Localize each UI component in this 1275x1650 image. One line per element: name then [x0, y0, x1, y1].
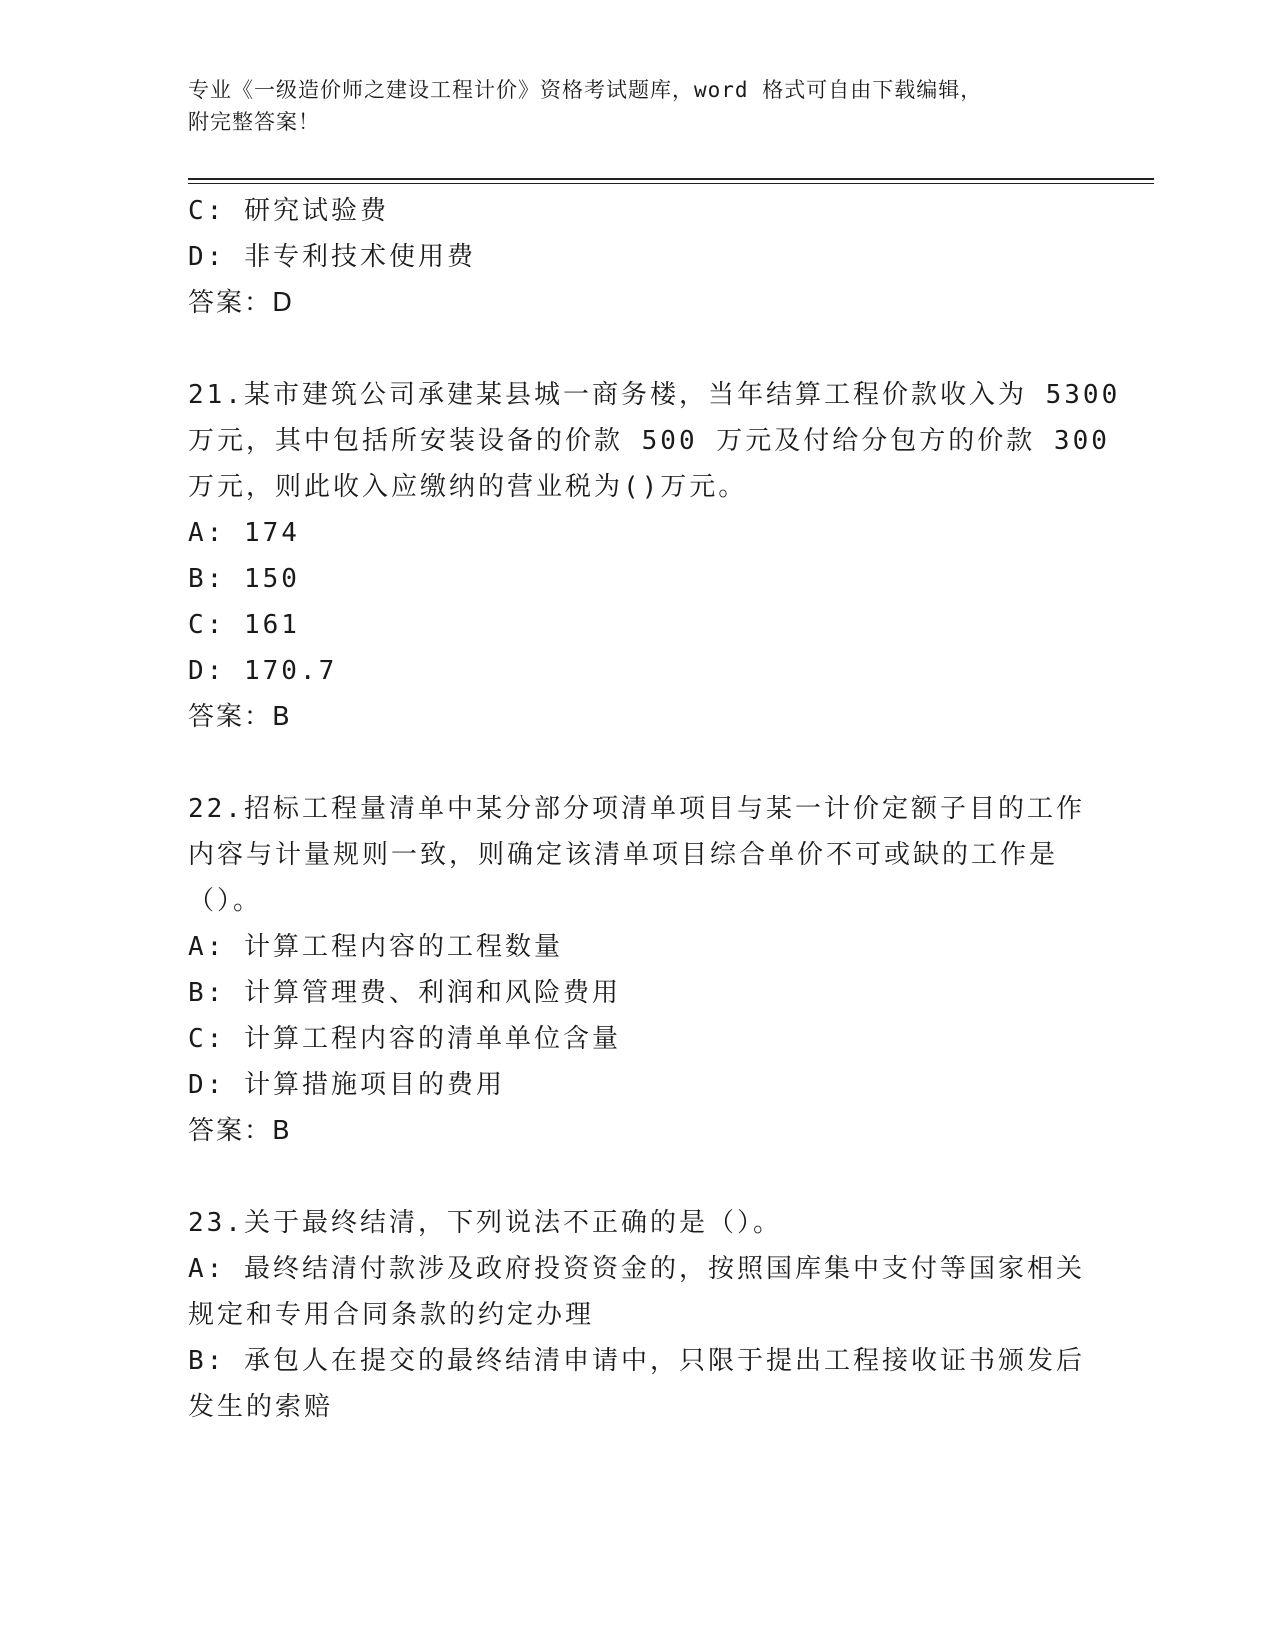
q22-stem-line-2: 内容与计量规则一致，则确定该清单项目综合单价不可或缺的工作是	[188, 840, 1059, 870]
q23-option-b-line-2: 发生的索赔	[188, 1392, 334, 1422]
header-line-2: 附完整答案！	[188, 110, 320, 134]
prev-option-c: C: 研究试验费	[188, 196, 389, 226]
q21-stem-line-3: 万元，则此收入应缴纳的营业税为()万元。	[188, 472, 748, 502]
q22-stem-line-3: （）。	[188, 886, 263, 916]
q23-option-a-line-1: A: 最终结清付款涉及政府投资资金的，按照国库集中支付等国家相关	[188, 1254, 1085, 1284]
q22-option-c: C: 计算工程内容的清单单位含量	[188, 1024, 621, 1054]
q21-stem-line-1: 21.某市建筑公司承建某县城一商务楼，当年结算工程价款收入为 5300	[188, 380, 1121, 410]
q22-answer: 答案：B	[188, 1116, 292, 1146]
q21-option-b: B: 150	[188, 564, 300, 594]
q21-option-c: C: 161	[188, 610, 300, 640]
header-rule-thin	[188, 183, 1154, 184]
q22-option-a: A: 计算工程内容的工程数量	[188, 932, 563, 962]
q21-option-a: A: 174	[188, 518, 300, 548]
header-rule-thick	[188, 178, 1154, 180]
q23-stem-line-1: 23.关于最终结清，下列说法不正确的是（）。	[188, 1208, 782, 1238]
document-header	[188, 74, 1088, 138]
header-line-1: 专业《一级造价师之建设工程计价》资格考试题库，word 格式可自由下载编辑，	[188, 78, 983, 102]
prev-answer: 答案：D	[188, 288, 295, 318]
spacer	[188, 326, 1088, 372]
q21-answer: 答案：B	[188, 702, 292, 732]
spacer	[188, 1154, 1088, 1200]
q21-stem-line-2: 万元，其中包括所安装设备的价款 500 万元及付给分包方的价款 300	[188, 426, 1110, 456]
q23-option-a-line-2: 规定和专用合同条款的约定办理	[188, 1300, 595, 1330]
q22-stem-line-1: 22.招标工程量清单中某分部分项清单项目与某一计价定额子目的工作	[188, 794, 1085, 824]
q21-option-d: D: 170.7	[188, 656, 338, 686]
q22-option-d: D: 计算措施项目的费用	[188, 1070, 505, 1100]
q22-option-b: B: 计算管理费、利润和风险费用	[188, 978, 621, 1008]
q23-option-b-line-1: B: 承包人在提交的最终结清申请中，只限于提出工程接收证书颁发后	[188, 1346, 1085, 1376]
prev-option-d: D: 非专利技术使用费	[188, 242, 476, 272]
spacer	[188, 740, 1088, 786]
document-body	[188, 188, 1121, 1430]
